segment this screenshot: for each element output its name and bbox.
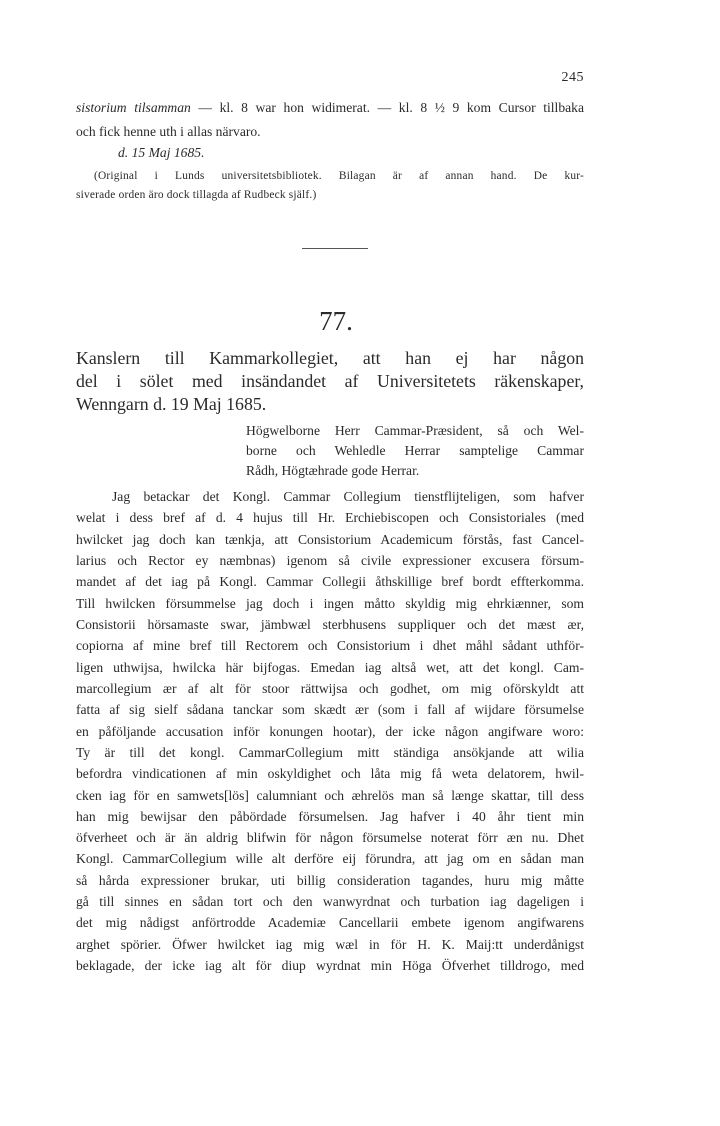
body-line: ligen uthwijsa, hwilcka här bijfogas. Emedan iag altså wet, att det kongl. Cam- [76,659,584,675]
body-line: Consistorii hörsamaste swar, jämbwæl sterbhusens suppliquer och det mæst ær, [76,616,584,632]
body-line: beklagade, der icke iag alt för diup wyrdnat min Höga Öfverhet tilldrogo, med [76,958,584,973]
body-line: larius och Rector ey næmbnas) igenom så civile expressioner excusera försum- [76,553,584,568]
prev-doc-line-1-rest: — kl. 8 war hon widimerat. — kl. 8 ½ 9 kom Cursor tillbaka [190,100,584,115]
title-line-2: del i sölet med insändandet af Universitetets räkenskaper, [76,371,584,391]
prev-doc-line-2: och fick henne uth i allas närvaro. [76,124,261,139]
body-line: Jag betackar det Kongl. Cammar Collegium tienstflijteligen, som hafver [112,489,584,504]
prev-doc-line-1 [76,100,584,116]
document-number: 77. [319,306,353,336]
body-line: marcollegium ær af alt för stoor rättwijsa och godhet, om mig oförskyldt att [76,680,584,696]
prev-doc-italic-phrase: sistorium tilsamman [76,100,191,115]
body-line: öfverheet och är än aldrig blifwin för någon försumelse noterat förr æn nu. Dhet [76,830,584,846]
title-line-1: Kanslern till Kammarkollegiet, att han ej har någon [76,348,584,368]
body-line: han mig bewijsar den påbördade försumelsen. Jag hafver i 40 åhr tient min [76,808,584,824]
body-line: en påföljande accusation inför konungen hootar), der icke någon angifware woro: [76,723,584,739]
body-line: welat i dess bref af d. 4 hujus till Hr. Erchiebiscopen och Consistoriales (med [76,510,584,526]
body-line: det mig nådigst anförtrodde Academiæ Cancellarii embete igenom angifwarens [76,915,584,931]
body-line: gå till sinnes en sådan tort och den wanwyrdnat och turbation iag dageligen i [76,894,584,910]
body-line: mandet af det iag på Kongl. Cammar Collegii åthskillige bref bordt effterkomma. [76,574,584,590]
prev-doc-date: d. 15 Maj 1685. [118,145,205,160]
page-number: 245 [561,70,584,85]
address-line-1: Högwelborne Herr Cammar-Præsident, så och Wel- [246,423,584,438]
body-line: hwilcket jag doch kan tænkja, att Consistorium Academicum förstås, fast Cancel- [76,531,584,547]
body-line: cken iag för en samwets[lös] calumniant och æhrelös man så længe skattar, till dess [76,787,584,803]
body-line: befordra vindicationen af min oskyldighet och låta mig få weta delatorem, hwil- [76,766,584,782]
body-line: Kongl. CammarCollegium wille alt derföre eij förundra, att jag om en sådan man [76,851,584,867]
prev-doc-note-2: siverade orden äro dock tillagda af Rudbeck själf.) [76,189,317,201]
title-line-3: Wenngarn d. 19 Maj 1685. [76,394,267,414]
body-line: Ty är till det kongl. CammarCollegium mitt ständiga ansökjande att wilia [76,744,584,760]
body-line: arghet spörier. Öfwer hwilcket iag mig wæl in för H. K. Maij:tt underdånigst [76,936,584,952]
address-line-2: borne och Wehledle Herrar samptelige Cammar [246,443,584,458]
body-line: copiorna af mine bref till Rectorem och Consistorium i dhet måhl sådant uthför- [76,638,584,654]
body-line: så hårda expressioner brukar, uti billig consideration tagandes, huru mig måtte [76,872,584,888]
prev-doc-note-1: (Original i Lunds universitetsbibliotek. Bilagan är af annan hand. De kur- [94,170,584,182]
body-line: Till hwilcken försummelse jag doch i ingen måtto skyldig mig ehrkiænner, som [76,595,584,611]
section-divider [302,248,368,249]
address-line-3: Rådh, Högtæhrade gode Herrar. [246,463,420,478]
body-line: fatta af sig sielf sådana tanckar som skædt ær (som i fall af wijdare försumelse [76,702,584,718]
